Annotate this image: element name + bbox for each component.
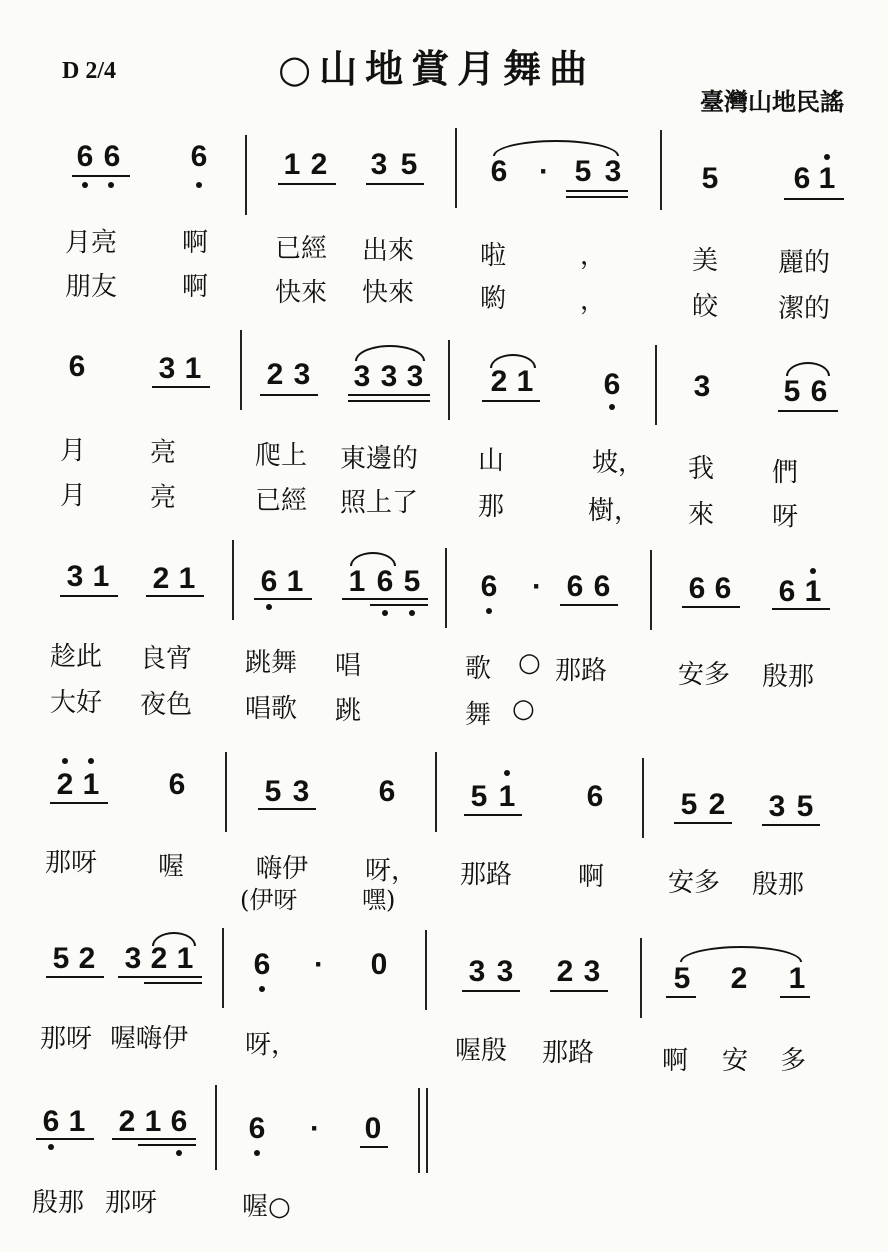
slur [152, 932, 196, 946]
lyric: 安 [722, 1046, 749, 1076]
lyric: 啦 [480, 241, 507, 271]
octave-dot [88, 758, 94, 764]
lyric: 夜色 [140, 690, 193, 720]
lyric: 大好 [50, 688, 103, 718]
lyric: 爬上 [255, 441, 308, 471]
lyric: 潔的 [778, 294, 831, 324]
beam [566, 196, 628, 198]
beam [342, 598, 428, 600]
lyric: 喔 [158, 852, 185, 882]
beam [260, 394, 318, 396]
note: 1 [286, 565, 304, 598]
beam [762, 824, 820, 826]
beam [462, 990, 520, 992]
note: 6 [376, 565, 394, 598]
beam [482, 400, 540, 402]
beam [348, 394, 430, 396]
note: 6 [566, 570, 584, 603]
octave-dot [409, 610, 415, 616]
lyric: 快來 [362, 278, 415, 308]
lyric: 良宵 [140, 644, 193, 674]
beam [370, 604, 428, 606]
beam [778, 410, 838, 412]
note: 5 [680, 788, 698, 821]
note: 3 [66, 560, 84, 593]
note: 2 [266, 358, 284, 391]
beam [780, 996, 810, 998]
note: 6 [688, 572, 706, 605]
beam [146, 595, 204, 597]
octave-dot [609, 404, 615, 410]
lyric: 啊 [182, 228, 209, 258]
note: 6 [260, 565, 278, 598]
octave-dot [486, 608, 492, 614]
beam [118, 976, 202, 978]
lyric: 呀， [245, 1030, 298, 1060]
octave-dot [176, 1150, 182, 1156]
note: 6 [490, 155, 508, 188]
octave-dot [504, 770, 510, 776]
note: 6 [378, 775, 396, 808]
note: 5 [470, 780, 488, 813]
note: 6 [793, 162, 811, 195]
note: 3 [292, 775, 310, 808]
barline [240, 330, 242, 410]
barline [642, 758, 644, 838]
note: 1 [184, 352, 202, 385]
lyric: 美 [692, 246, 719, 276]
lyric: 麗的 [778, 248, 831, 278]
note: 3 [406, 360, 424, 393]
lyric: 啊 [662, 1046, 689, 1076]
lyric: 已經 [275, 234, 328, 264]
note: 5 [673, 962, 691, 995]
lyric: 安多 [668, 868, 721, 898]
slur [680, 946, 802, 962]
lyric: ， [580, 241, 607, 271]
barline [448, 340, 450, 420]
lyric: 山 [478, 446, 505, 476]
note: · [532, 570, 542, 603]
note: · [310, 1112, 320, 1145]
octave-dot [196, 182, 202, 188]
note: 5 [52, 942, 70, 975]
lyric: 那呀 [105, 1188, 158, 1218]
note: 3 [583, 955, 601, 988]
octave-dot [382, 610, 388, 616]
note: 3 [380, 360, 398, 393]
lyric: 出來 [362, 236, 415, 266]
lyric: 唱 [335, 651, 362, 681]
note: 1 [92, 560, 110, 593]
note: 3 [370, 148, 388, 181]
note: · [314, 948, 324, 981]
lyric: 那 [478, 492, 505, 522]
note: 6 [778, 575, 796, 608]
lyric-alt: (伊呀 [240, 886, 298, 914]
beam [144, 982, 202, 984]
note: 6 [810, 375, 828, 408]
note: 3 [604, 155, 622, 188]
note: 3 [353, 360, 371, 393]
barline [425, 930, 427, 1010]
note: 3 [124, 942, 142, 975]
lyric: 唱歌 [245, 694, 298, 724]
note: 6 [480, 570, 498, 603]
barline [418, 1088, 420, 1173]
lyric: 坡， [592, 448, 645, 478]
beam [674, 822, 732, 824]
lyric: 朋友 [65, 272, 118, 302]
note: 5 [796, 790, 814, 823]
lyric: 啊 [182, 272, 209, 302]
note: 5 [264, 775, 282, 808]
octave-dot [48, 1144, 54, 1150]
beam [258, 808, 316, 810]
note: · [539, 155, 549, 188]
note: 1 [516, 365, 534, 398]
beam [366, 183, 424, 185]
lyric: 月 [60, 481, 87, 511]
beam [152, 386, 210, 388]
lyric: 喔○ [242, 1192, 291, 1222]
note: 3 [768, 790, 786, 823]
barline [445, 548, 447, 628]
note: 3 [468, 955, 486, 988]
lyric: 跳舞 [245, 648, 298, 678]
note: 6 [103, 140, 121, 173]
lyric-alt: 嘿) [362, 886, 396, 914]
beam [550, 990, 608, 992]
lyric: 喔殷 [455, 1036, 508, 1066]
lyric: 喔嗨伊 [110, 1024, 189, 1054]
lyric: 歌 [465, 654, 492, 684]
lyric: 安多 [678, 660, 731, 690]
lyric: 啊 [578, 862, 605, 892]
barline [215, 1085, 217, 1170]
beam [566, 190, 628, 192]
note: 5 [400, 148, 418, 181]
beam [464, 814, 522, 816]
octave-dot [259, 986, 265, 992]
slur [786, 362, 830, 376]
note: 6 [170, 1105, 188, 1138]
note: 3 [693, 370, 711, 403]
note: 2 [56, 768, 74, 801]
note: 1 [283, 148, 301, 181]
beam [278, 183, 336, 185]
lyric: 多 [780, 1046, 807, 1076]
barline [225, 752, 227, 832]
lyric: 呀， [365, 856, 418, 886]
note: 1 [818, 162, 836, 195]
octave-dot [810, 568, 816, 574]
lyric: 那路 [460, 860, 513, 890]
beam [72, 175, 130, 177]
note: 6 [76, 140, 94, 173]
lyric: 那呀 [40, 1024, 93, 1054]
note: 2 [730, 962, 748, 995]
note: 5 [403, 565, 421, 598]
lyric: 已經 [255, 486, 308, 516]
note: 6 [190, 140, 208, 173]
octave-dot [108, 182, 114, 188]
beam [682, 606, 740, 608]
slur [493, 140, 619, 156]
note: 5 [574, 155, 592, 188]
lyric: 東邊的 [340, 444, 419, 474]
lyric: 月亮 [65, 228, 118, 258]
beam [46, 976, 104, 978]
beam [60, 595, 118, 597]
beam [360, 1146, 388, 1148]
note: 5 [783, 375, 801, 408]
lyric: 那路 [542, 1038, 595, 1068]
octave-dot [266, 604, 272, 610]
note: 2 [556, 955, 574, 988]
lyric: ○ [518, 648, 541, 678]
note: 6 [42, 1105, 60, 1138]
note: 6 [168, 768, 186, 801]
note: 1 [498, 780, 516, 813]
note: 3 [496, 955, 514, 988]
barline [232, 540, 234, 620]
note: 5 [701, 162, 719, 195]
barline [660, 130, 662, 210]
note: 6 [603, 368, 621, 401]
note: 2 [118, 1105, 136, 1138]
lyric: 跳 [335, 696, 362, 726]
barline [640, 938, 642, 1018]
lyric: 我 [688, 454, 715, 484]
note: 6 [714, 572, 732, 605]
lyric: 殷那 [32, 1188, 85, 1218]
lyric: 亮 [150, 483, 177, 513]
note: 3 [158, 352, 176, 385]
lyric: 來 [688, 500, 715, 530]
lyric: 殷那 [762, 662, 815, 692]
beam [36, 1138, 94, 1140]
lyric: 那呀 [45, 848, 98, 878]
song-title: ○山地賞月舞曲 [278, 46, 596, 91]
barline [455, 128, 457, 208]
note: 1 [68, 1105, 86, 1138]
barline [650, 550, 652, 630]
note: 1 [178, 562, 196, 595]
lyric: 樹， [588, 496, 641, 526]
slur [350, 552, 396, 566]
lyric: 們 [772, 458, 799, 488]
beam [138, 1144, 196, 1146]
note: 1 [804, 575, 822, 608]
lyric: ○ [512, 694, 535, 724]
lyric: 呀 [772, 502, 799, 532]
note: 2 [150, 942, 168, 975]
lyric: 那路 [555, 656, 608, 686]
note: 6 [68, 350, 86, 383]
octave-dot [82, 182, 88, 188]
note: 3 [293, 358, 311, 391]
note: 0 [364, 1112, 382, 1145]
beam [50, 802, 108, 804]
beam [784, 198, 844, 200]
lyric: 亮 [150, 438, 177, 468]
lyric: 皎 [692, 292, 719, 322]
octave-dot [824, 154, 830, 160]
beam [560, 604, 618, 606]
slur [490, 354, 536, 368]
beam [348, 400, 430, 402]
beam [112, 1138, 196, 1140]
lyric: 月 [60, 436, 87, 466]
barline [222, 928, 224, 1008]
lyric: 快來 [275, 278, 328, 308]
lyric: 照上了 [340, 488, 419, 518]
note: 2 [78, 942, 96, 975]
note: 1 [788, 962, 806, 995]
note: 1 [144, 1105, 162, 1138]
barline [435, 752, 437, 832]
lyric: 舞 [465, 700, 492, 730]
note: 1 [348, 565, 366, 598]
lyric: 趁此 [50, 642, 103, 672]
beam [254, 598, 312, 600]
lyric: 嗨伊 [256, 854, 309, 884]
note: 6 [253, 948, 271, 981]
note: 6 [593, 570, 611, 603]
note: 2 [152, 562, 170, 595]
slur [355, 345, 425, 361]
octave-dot [62, 758, 68, 764]
lyric: 喲 [480, 284, 507, 314]
beam [666, 996, 696, 998]
note: 6 [586, 780, 604, 813]
note: 2 [310, 148, 328, 181]
barline [426, 1088, 428, 1173]
note: 6 [248, 1112, 266, 1145]
note: 1 [82, 768, 100, 801]
lyric: 殷那 [752, 870, 805, 900]
note: 2 [490, 365, 508, 398]
song-source: 臺灣山地民謠 [700, 87, 844, 116]
octave-dot [254, 1150, 260, 1156]
note: 1 [176, 942, 194, 975]
note: 0 [370, 948, 388, 981]
barline [245, 135, 247, 215]
note: 2 [708, 788, 726, 821]
lyric: ， [580, 286, 607, 316]
song-key: D 2/4 [62, 58, 116, 84]
beam [772, 608, 830, 610]
barline [655, 345, 657, 425]
